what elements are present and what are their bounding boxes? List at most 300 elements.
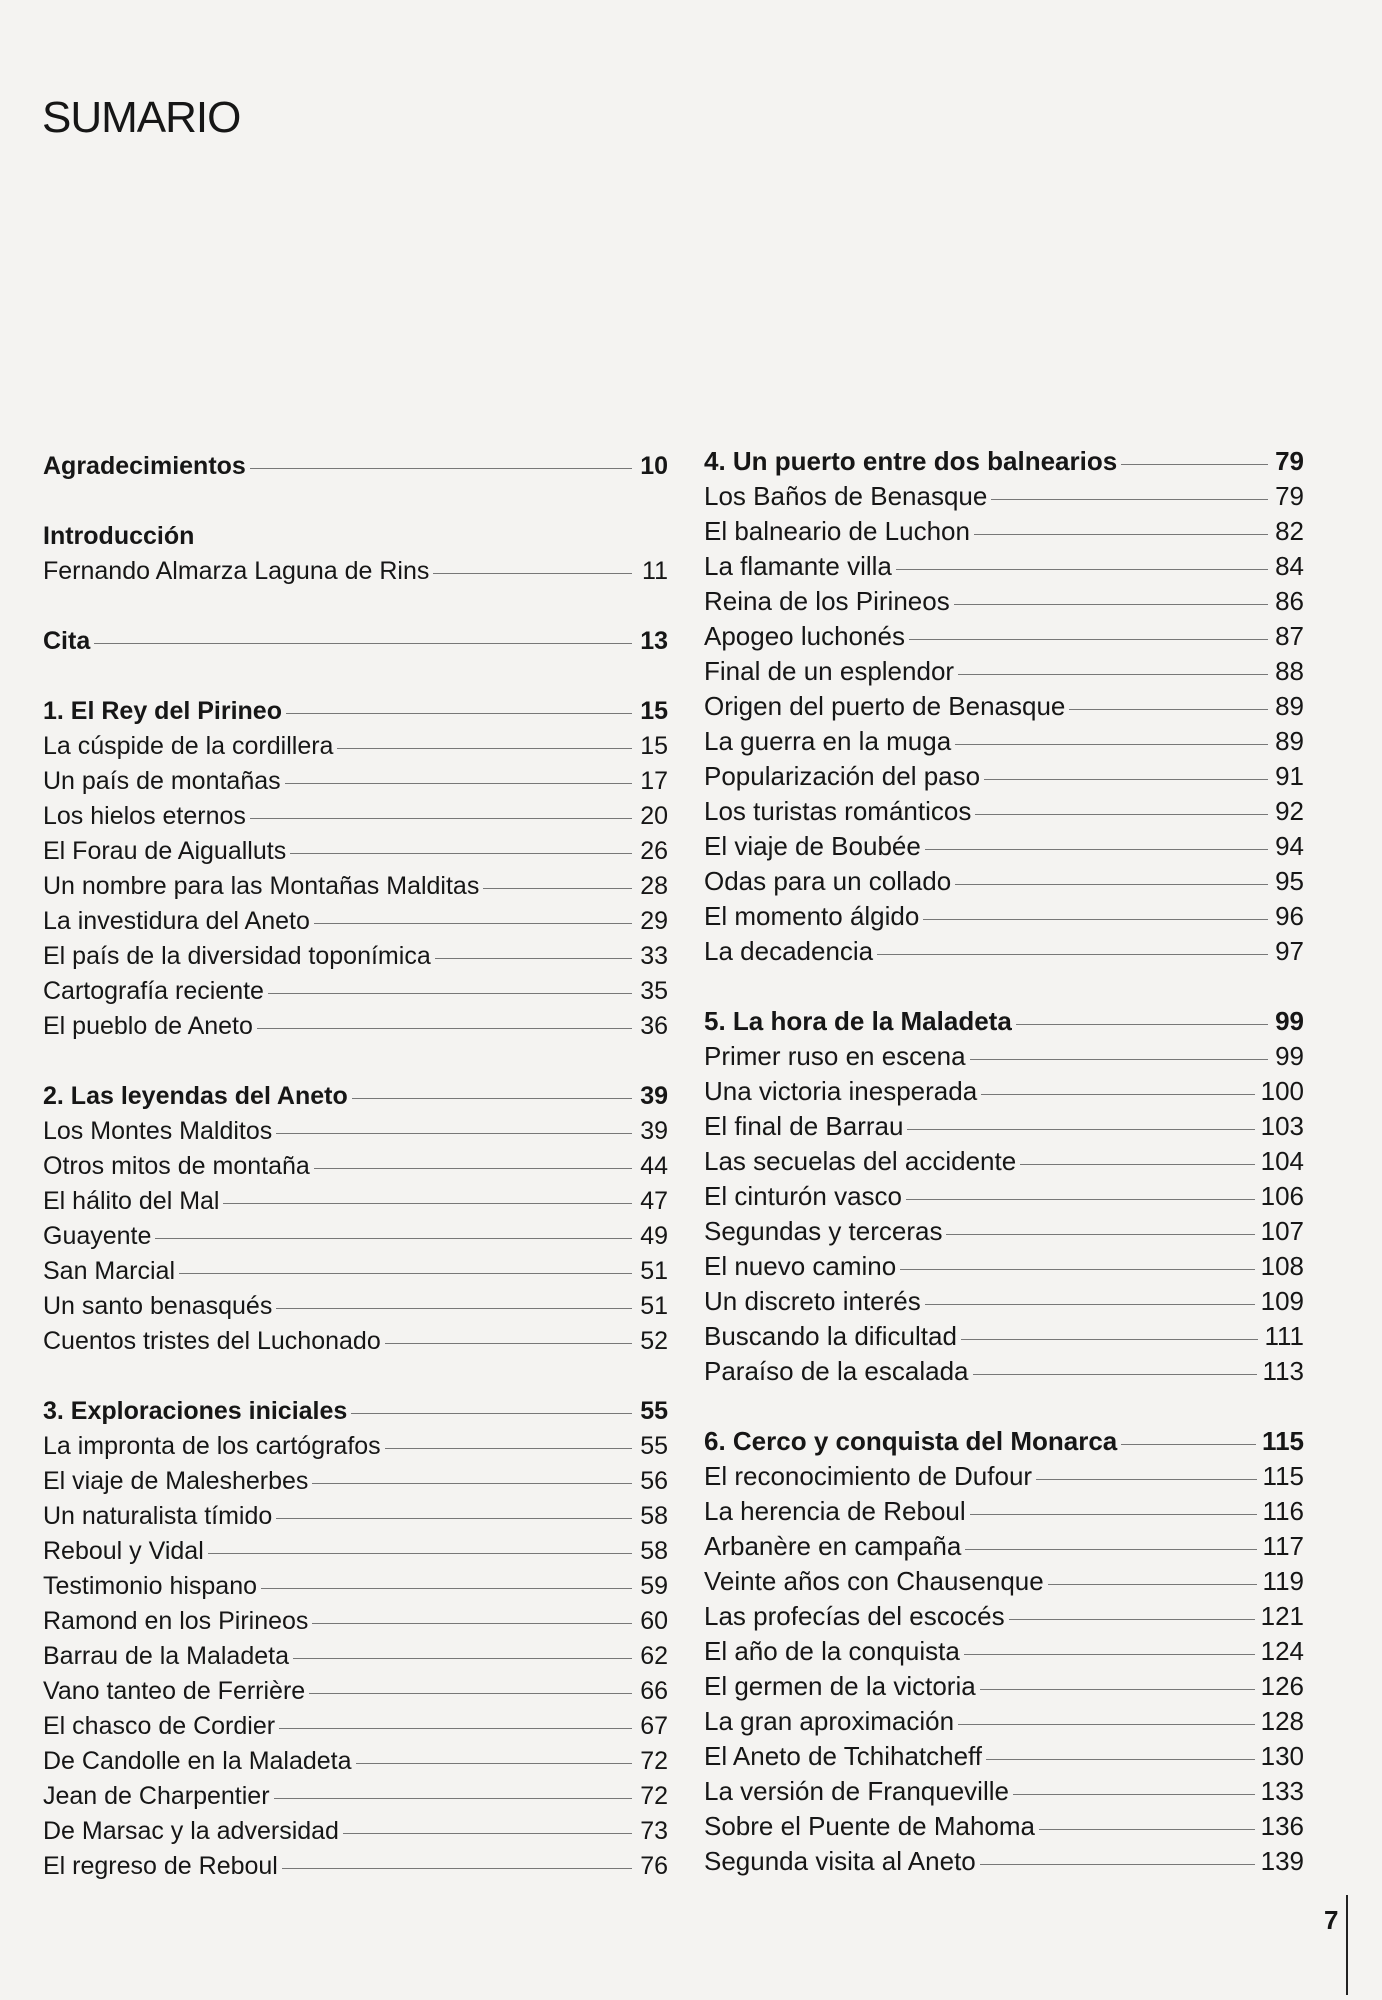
dot-leader: [1036, 1479, 1256, 1480]
toc-entry-title: El pueblo de Aneto: [43, 1012, 253, 1040]
toc-entry-title: La flamante villa: [704, 551, 892, 581]
toc-page-number: 95: [1275, 866, 1304, 896]
toc-entry-title: Popularización del paso: [704, 761, 981, 791]
toc-entry-title: 2. Las leyendas del Aneto: [43, 1082, 348, 1110]
dot-leader: [1009, 1619, 1255, 1620]
toc-page-number: 115: [1262, 1461, 1304, 1491]
toc-entry-title: El final de Barrau: [704, 1111, 904, 1141]
toc-page-number: 76: [640, 1852, 668, 1880]
toc-entry-title: Cita: [43, 627, 91, 655]
toc-page-number: 11: [642, 557, 668, 585]
toc-entry[interactable]: [704, 864, 1304, 899]
toc-entry[interactable]: [43, 834, 668, 869]
toc-entry[interactable]: [43, 1009, 668, 1044]
toc-entry[interactable]: [704, 1669, 1304, 1704]
dot-leader: [975, 814, 1268, 815]
dot-leader: [356, 1763, 632, 1764]
toc-entry-title: Testimonio hispano: [43, 1572, 258, 1600]
toc-entry-title: El regreso de Reboul: [43, 1852, 278, 1880]
toc-entry-title: El Forau de Aigualluts: [43, 837, 287, 865]
toc-page-number: 89: [1275, 691, 1304, 721]
toc-page-number: 87: [1275, 621, 1304, 651]
toc-entry-title: Paraíso de la escalada: [704, 1356, 969, 1386]
dot-leader: [261, 1588, 632, 1589]
dot-leader: [208, 1553, 632, 1554]
toc-entry[interactable]: [704, 899, 1304, 934]
toc-entry[interactable]: [43, 554, 668, 589]
toc-entry-title: El momento álgido: [704, 901, 920, 931]
toc-page-number: 128: [1260, 1706, 1304, 1736]
toc-entry-title: La investidura del Aneto: [43, 907, 310, 935]
toc-page-number: 111: [1264, 1321, 1304, 1351]
toc-entry[interactable]: [43, 1534, 668, 1569]
toc-page-number: 67: [640, 1712, 668, 1740]
toc-entry-title: Una victoria inesperada: [704, 1076, 978, 1106]
toc-page-number: 139: [1260, 1846, 1304, 1876]
toc-entry[interactable]: [704, 1529, 1304, 1564]
toc-entry[interactable]: [43, 1464, 668, 1499]
toc-page-number: 39: [640, 1082, 668, 1110]
dot-leader: [276, 1133, 632, 1134]
toc-entry-title: Los hielos eternos: [43, 802, 246, 830]
toc-page-number: 58: [640, 1502, 668, 1530]
dot-leader: [981, 1094, 1254, 1095]
toc-entry[interactable]: [704, 1109, 1304, 1144]
toc-column-left: [43, 449, 668, 1884]
toc-entry[interactable]: [704, 1459, 1304, 1494]
toc-entry[interactable]: [704, 1494, 1304, 1529]
toc-page-number: 56: [640, 1467, 668, 1495]
toc-page-number: 17: [640, 767, 668, 795]
toc-entry[interactable]: [704, 1319, 1304, 1354]
dot-leader: [964, 1654, 1255, 1655]
toc-page-number: 72: [640, 1747, 668, 1775]
toc-entry[interactable]: [704, 1039, 1304, 1074]
toc-page-number: 58: [640, 1537, 668, 1565]
toc-heading[interactable]: [704, 1424, 1304, 1459]
page-number: 7: [1324, 1905, 1339, 1935]
toc-page-number: 97: [1275, 936, 1304, 966]
toc-entry[interactable]: [704, 479, 1304, 514]
toc-entry[interactable]: [704, 724, 1304, 759]
dot-leader: [907, 1129, 1254, 1130]
toc-page-number: 84: [1275, 551, 1304, 581]
toc-entry-title: Buscando la dificultad: [704, 1321, 957, 1351]
dot-leader: [973, 1374, 1257, 1375]
toc-entry-title: El cinturón vasco: [704, 1181, 902, 1211]
toc-entry-title: Un naturalista tímido: [43, 1502, 273, 1530]
toc-entry-title: Cuentos tristes del Luchonado: [43, 1327, 381, 1355]
section-gap: [704, 969, 1304, 1004]
toc-entry-title: Las secuelas del accidente: [704, 1146, 1017, 1176]
toc-page-number: 82: [1275, 516, 1304, 546]
toc-entry-title: El balneario de Luchon: [704, 516, 970, 546]
toc-page-number: 60: [640, 1607, 668, 1635]
dot-leader: [958, 674, 1268, 675]
toc-entry-title: La gran aproximación: [704, 1706, 955, 1736]
toc-heading[interactable]: [43, 624, 668, 659]
toc-entry[interactable]: [43, 729, 668, 764]
toc-entry[interactable]: [704, 794, 1304, 829]
toc-page-number: 72: [640, 1782, 668, 1810]
toc-entry[interactable]: [704, 549, 1304, 584]
toc-page-number: 36: [640, 1012, 668, 1040]
toc-entry[interactable]: [43, 939, 668, 974]
toc-heading[interactable]: [43, 1394, 668, 1429]
toc-entry[interactable]: [704, 1284, 1304, 1319]
toc-entry[interactable]: [43, 1569, 668, 1604]
toc-entry-title: Las profecías del escocés: [704, 1601, 1005, 1631]
toc-entry-title: Segunda visita al Aneto: [704, 1846, 976, 1876]
toc-entry[interactable]: [43, 1289, 668, 1324]
dot-leader: [343, 1833, 632, 1834]
toc-entry[interactable]: [704, 1354, 1304, 1389]
toc-entry[interactable]: [704, 829, 1304, 864]
toc-page-number: 99: [1275, 1041, 1304, 1071]
dot-leader: [980, 1689, 1255, 1690]
dot-leader: [877, 954, 1268, 955]
dot-leader: [274, 1798, 632, 1799]
section-gap: [43, 659, 668, 694]
toc-heading[interactable]: [43, 694, 668, 729]
toc-entry-title: La herencia de Reboul: [704, 1496, 966, 1526]
toc-entry-title: Vano tanteo de Ferrière: [43, 1677, 306, 1705]
toc-page-number: 124: [1260, 1636, 1304, 1666]
toc-page-number: 44: [640, 1152, 668, 1180]
toc-entry[interactable]: [704, 1179, 1304, 1214]
toc-page-number: 133: [1260, 1776, 1304, 1806]
dot-leader: [984, 779, 1268, 780]
toc-entry[interactable]: [704, 1144, 1304, 1179]
toc-page-number: 51: [640, 1257, 668, 1285]
dot-leader: [1121, 1444, 1256, 1445]
toc-entry[interactable]: [704, 1634, 1304, 1669]
dot-leader: [974, 534, 1268, 535]
toc-entry[interactable]: [43, 1324, 668, 1359]
toc-entry[interactable]: [704, 689, 1304, 724]
toc-heading[interactable]: [43, 449, 668, 484]
dot-leader: [290, 853, 632, 854]
dot-leader: [223, 1203, 632, 1204]
toc-entry[interactable]: [43, 1604, 668, 1639]
toc-page-number: 126: [1260, 1671, 1304, 1701]
toc-page-number: 100: [1260, 1076, 1304, 1106]
toc-page-number: 28: [640, 872, 668, 900]
toc-entry[interactable]: [704, 1739, 1304, 1774]
toc-page-number: 15: [640, 697, 668, 725]
dot-leader: [909, 639, 1268, 640]
dot-leader: [314, 1168, 632, 1169]
toc-entry[interactable]: [43, 974, 668, 1009]
toc-page-number: 108: [1260, 1251, 1304, 1281]
dot-leader: [965, 1549, 1256, 1550]
dot-leader: [94, 643, 632, 644]
dot-leader: [925, 849, 1268, 850]
dot-leader: [1020, 1164, 1254, 1165]
toc-entry[interactable]: [704, 1844, 1304, 1879]
dot-leader: [1013, 1794, 1255, 1795]
toc-page-number: 94: [1275, 831, 1304, 861]
toc-page-number: 92: [1275, 796, 1304, 826]
toc-entry[interactable]: [704, 584, 1304, 619]
toc-entry[interactable]: [43, 1429, 668, 1464]
dot-leader: [900, 1269, 1254, 1270]
dot-leader: [991, 499, 1268, 500]
toc-entry[interactable]: [43, 1219, 668, 1254]
toc-entry-title: Apogeo luchonés: [704, 621, 905, 651]
section-gap: [43, 589, 668, 624]
toc-page-number: 99: [1275, 1006, 1304, 1036]
toc-heading[interactable]: [43, 1079, 668, 1114]
toc-entry-title: El hálito del Mal: [43, 1187, 220, 1215]
dot-leader: [385, 1448, 632, 1449]
toc-entry[interactable]: [704, 1704, 1304, 1739]
dot-leader: [1069, 709, 1268, 710]
toc-page-number: 116: [1262, 1496, 1304, 1526]
toc-heading[interactable]: [704, 444, 1304, 479]
toc-entry-title: Primer ruso en escena: [704, 1041, 966, 1071]
toc-page-number: 107: [1260, 1216, 1304, 1246]
toc-entry-title: Reboul y Vidal: [43, 1537, 204, 1565]
dot-leader: [896, 569, 1268, 570]
toc-heading[interactable]: [43, 519, 668, 554]
dot-leader: [337, 748, 632, 749]
toc-entry-title: Los Baños de Benasque: [704, 481, 988, 511]
toc-column-right: [704, 444, 1304, 1879]
toc-page-number: 62: [640, 1642, 668, 1670]
toc-entry[interactable]: [704, 934, 1304, 969]
toc-page-number: 55: [640, 1432, 668, 1460]
section-gap: [704, 1389, 1304, 1424]
toc-page-number: 113: [1262, 1356, 1304, 1386]
toc-entry-title: Jean de Charpentier: [43, 1782, 270, 1810]
toc-page-number: 51: [640, 1292, 668, 1320]
toc-page-number: 130: [1260, 1741, 1304, 1771]
toc-entry-title: 6. Cerco y conquista del Monarca: [704, 1426, 1118, 1456]
toc-page-number: 91: [1275, 761, 1304, 791]
dot-leader: [435, 958, 632, 959]
dot-leader: [385, 1343, 632, 1344]
toc-entry-title: Un discreto interés: [704, 1286, 921, 1316]
toc-entry-title: Un santo benasqués: [43, 1292, 273, 1320]
toc-entry[interactable]: [43, 869, 668, 904]
dot-leader: [312, 1483, 632, 1484]
toc-page-number: 66: [640, 1677, 668, 1705]
toc-entry[interactable]: [43, 1149, 668, 1184]
toc-page-number: 117: [1262, 1531, 1304, 1561]
toc-page-number: 10: [640, 452, 668, 480]
dot-leader: [925, 1304, 1255, 1305]
toc-entry-title: El chasco de Cordier: [43, 1712, 276, 1740]
toc-entry-title: Agradecimientos: [43, 452, 246, 480]
toc-entry[interactable]: [704, 1809, 1304, 1844]
toc-page-number: 39: [640, 1117, 668, 1145]
dot-leader: [958, 1724, 1255, 1725]
dot-leader: [155, 1238, 632, 1239]
folio-rule: [1346, 1895, 1348, 1995]
toc-page-number: 115: [1262, 1426, 1304, 1456]
toc-page-number: 20: [640, 802, 668, 830]
toc-page-number: 119: [1262, 1566, 1304, 1596]
toc-entry-title: La decadencia: [704, 936, 874, 966]
toc-entry[interactable]: [43, 799, 668, 834]
toc-page-number: 96: [1275, 901, 1304, 931]
toc-entry-title: La guerra en la muga: [704, 726, 952, 756]
toc-page-number: 103: [1260, 1111, 1304, 1141]
toc-entry[interactable]: [704, 1214, 1304, 1249]
toc-entry-title: Barrau de la Maladeta: [43, 1642, 289, 1670]
dot-leader: [293, 1658, 632, 1659]
toc-entry-title: De Marsac y la adversidad: [43, 1817, 339, 1845]
dot-leader: [433, 573, 632, 574]
section-gap: [43, 484, 668, 519]
dot-leader: [955, 744, 1268, 745]
toc-entry-title: Guayente: [43, 1222, 152, 1250]
dot-leader: [279, 1728, 632, 1729]
dot-leader: [257, 1028, 632, 1029]
toc-entry-title: El país de la diversidad toponímica: [43, 942, 431, 970]
toc-page-number: 121: [1260, 1601, 1304, 1631]
toc-entry[interactable]: [704, 1599, 1304, 1634]
toc-entry[interactable]: [704, 759, 1304, 794]
dot-leader: [946, 1234, 1254, 1235]
toc-page-number: 55: [640, 1397, 668, 1425]
toc-page-number: 33: [640, 942, 668, 970]
dot-leader: [1016, 1024, 1268, 1025]
toc-page-number: 29: [640, 907, 668, 935]
dot-leader: [1121, 464, 1268, 465]
dot-leader: [179, 1273, 632, 1274]
toc-entry[interactable]: [704, 654, 1304, 689]
toc-entry-title: Ramond en los Pirineos: [43, 1607, 309, 1635]
toc-page-number: 47: [640, 1187, 668, 1215]
toc-heading[interactable]: [704, 1004, 1304, 1039]
page-title: SUMARIO: [42, 93, 241, 142]
toc-entry[interactable]: [704, 1249, 1304, 1284]
toc-entry-title: La cúspide de la cordillera: [43, 732, 334, 760]
dot-leader: [309, 1693, 632, 1694]
dot-leader: [906, 1199, 1255, 1200]
toc-entry-title: La impronta de los cartógrafos: [43, 1432, 381, 1460]
dot-leader: [282, 1868, 632, 1869]
toc-entry-title: San Marcial: [43, 1257, 175, 1285]
dot-leader: [986, 1759, 1255, 1760]
toc-entry[interactable]: [43, 1744, 668, 1779]
toc-entry[interactable]: [43, 1184, 668, 1219]
toc-page-number: 35: [640, 977, 668, 1005]
dot-leader: [955, 884, 1268, 885]
toc-entry[interactable]: [704, 1074, 1304, 1109]
dot-leader: [276, 1518, 632, 1519]
dot-leader: [285, 783, 632, 784]
dot-leader: [250, 468, 632, 469]
toc-entry[interactable]: [43, 1639, 668, 1674]
toc-page-number: 89: [1275, 726, 1304, 756]
toc-entry[interactable]: [704, 1564, 1304, 1599]
dot-leader: [352, 1098, 632, 1099]
toc-entry[interactable]: [43, 1814, 668, 1849]
toc-page-number: 13: [640, 627, 668, 655]
toc-entry[interactable]: [43, 1499, 668, 1534]
toc-page-number: 86: [1275, 586, 1304, 616]
toc-entry[interactable]: [43, 1114, 668, 1149]
toc-entry-title: 1. El Rey del Pirineo: [43, 697, 282, 725]
dot-leader: [312, 1623, 632, 1624]
toc-entry-title: Los turistas románticos: [704, 796, 972, 826]
dot-leader: [954, 604, 1268, 605]
toc-entry[interactable]: [704, 1774, 1304, 1809]
dot-leader: [286, 713, 632, 714]
toc-page-number: 59: [640, 1572, 668, 1600]
toc-entry-title: Otros mitos de montaña: [43, 1152, 310, 1180]
toc-entry-title: Un nombre para las Montañas Malditas: [43, 872, 480, 900]
toc-entry-title: Introducción: [43, 522, 195, 550]
toc-entry-title: Odas para un collado: [704, 866, 952, 896]
toc-entry-title: El reconocimiento de Dufour: [704, 1461, 1033, 1491]
section-gap: [43, 1359, 668, 1394]
dot-leader: [268, 993, 632, 994]
section-gap: [43, 1044, 668, 1079]
toc-entry[interactable]: [43, 1674, 668, 1709]
dot-leader: [980, 1864, 1255, 1865]
dot-leader: [351, 1413, 632, 1414]
toc-entry-title: 4. Un puerto entre dos balnearios: [704, 446, 1118, 476]
toc-entry-title: Sobre el Puente de Mahoma: [704, 1811, 1035, 1841]
dot-leader: [923, 919, 1268, 920]
toc-page-number: 79: [1275, 481, 1304, 511]
toc-entry[interactable]: [43, 1254, 668, 1289]
toc-page-number: 52: [640, 1327, 668, 1355]
toc-page-number: 109: [1260, 1286, 1304, 1316]
toc-entry-title: Fernando Almarza Laguna de Rins: [43, 557, 430, 585]
toc-entry[interactable]: [43, 1709, 668, 1744]
dot-leader: [276, 1308, 632, 1309]
toc-page-number: 106: [1260, 1181, 1304, 1211]
toc-page-number: 26: [640, 837, 668, 865]
toc-entry-title: 3. Exploraciones iniciales: [43, 1397, 348, 1425]
toc-entry[interactable]: [704, 514, 1304, 549]
toc-entry[interactable]: [43, 1779, 668, 1814]
toc-entry-title: Arbanère en campaña: [704, 1531, 962, 1561]
dot-leader: [970, 1059, 1268, 1060]
toc-page-number: 104: [1260, 1146, 1304, 1176]
toc-entry[interactable]: [43, 904, 668, 939]
toc-page-number: 88: [1275, 656, 1304, 686]
toc-entry[interactable]: [704, 619, 1304, 654]
toc-entry[interactable]: [43, 764, 668, 799]
dot-leader: [1039, 1829, 1255, 1830]
toc-entry-title: Origen del puerto de Benasque: [704, 691, 1066, 721]
toc-entry-title: De Candolle en la Maladeta: [43, 1747, 352, 1775]
toc-page-number: 49: [640, 1222, 668, 1250]
dot-leader: [1048, 1584, 1257, 1585]
toc-entry-title: La versión de Franqueville: [704, 1776, 1009, 1806]
toc-entry-title: Reina de los Pirineos: [704, 586, 950, 616]
toc-entry-title: Segundas y terceras: [704, 1216, 943, 1246]
toc-entry-title: Un país de montañas: [43, 767, 281, 795]
dot-leader: [483, 888, 632, 889]
dot-leader: [314, 923, 632, 924]
toc-entry[interactable]: [43, 1849, 668, 1884]
dot-leader: [250, 818, 632, 819]
toc-entry-title: Los Montes Malditos: [43, 1117, 273, 1145]
dot-leader: [961, 1339, 1259, 1340]
toc-page-number: 79: [1275, 446, 1304, 476]
toc-entry-title: Cartografía reciente: [43, 977, 264, 1005]
toc-page-number: 15: [640, 732, 668, 760]
toc-page-number: 73: [640, 1817, 668, 1845]
toc-entry-title: 5. La hora de la Maladeta: [704, 1006, 1012, 1036]
